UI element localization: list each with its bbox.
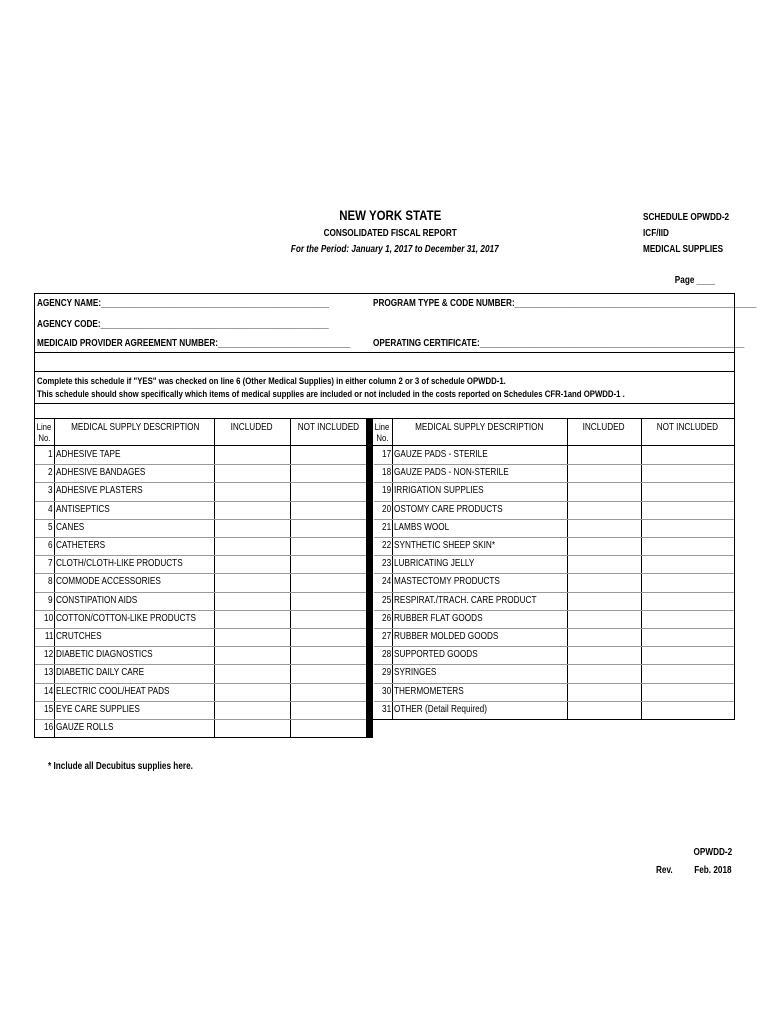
supply-description: RESPIRAT./TRACH. CARE PRODUCT	[394, 594, 537, 606]
footer-rev-date: Feb. 2018	[694, 865, 732, 876]
supply-description: COMMODE ACCESSORIES	[56, 576, 161, 588]
line-number: 9	[48, 594, 53, 606]
included-cell[interactable]	[568, 684, 640, 700]
included-cell[interactable]	[215, 629, 289, 645]
col-header-line-no: Line No.	[36, 422, 52, 444]
col-header-description: MEDICAL SUPPLY DESCRIPTION	[70, 422, 200, 433]
line-number: 3	[48, 485, 53, 497]
not-included-cell[interactable]	[642, 520, 733, 536]
included-cell[interactable]	[568, 556, 640, 572]
supply-description: CONSTIPATION AIDS	[56, 594, 138, 606]
line-number: 28	[381, 649, 391, 661]
col-header-description-right: MEDICAL SUPPLY DESCRIPTION	[415, 422, 544, 433]
not-included-cell[interactable]	[642, 538, 733, 554]
supply-description: SYNTHETIC SHEEP SKIN*	[394, 540, 496, 551]
line-number: 25	[381, 594, 391, 606]
not-included-cell[interactable]	[291, 556, 365, 572]
supply-description: THERMOMETERS	[394, 685, 464, 697]
schedule-title: MEDICAL SUPPLIES	[643, 244, 724, 255]
supply-description: ADHESIVE PLASTERS	[56, 485, 143, 497]
included-cell[interactable]	[568, 665, 640, 681]
not-included-cell[interactable]	[291, 684, 365, 700]
not-included-cell[interactable]	[291, 593, 365, 609]
supply-description: COTTON/COTTON-LIKE PRODUCTS	[56, 612, 197, 624]
line-number: 22	[381, 540, 391, 551]
not-included-cell[interactable]	[291, 665, 365, 681]
not-included-cell[interactable]	[642, 447, 733, 463]
line-number: 26	[381, 612, 391, 624]
not-included-cell[interactable]	[642, 647, 733, 663]
included-cell[interactable]	[568, 574, 640, 590]
supply-description: OTHER (Detail Required)	[394, 703, 487, 715]
included-cell[interactable]	[215, 538, 289, 554]
line-number: 6	[48, 540, 53, 551]
not-included-cell[interactable]	[291, 720, 365, 736]
supply-description: OSTOMY CARE PRODUCTS	[394, 503, 503, 515]
included-cell[interactable]	[568, 465, 640, 481]
col-header-included-right: INCLUDED	[583, 422, 625, 433]
line-number: 29	[381, 667, 391, 679]
footer-form-id: OPWDD-2	[693, 847, 732, 858]
not-included-cell[interactable]	[642, 629, 733, 645]
included-cell[interactable]	[215, 483, 289, 499]
line-number: 14	[43, 685, 53, 697]
not-included-cell[interactable]	[642, 465, 733, 481]
line-number: 19	[381, 485, 391, 497]
supply-description: GAUZE PADS - NON-STERILE	[394, 467, 509, 479]
included-cell[interactable]	[215, 611, 289, 627]
line-number: 11	[44, 631, 53, 642]
supply-description: DIABETIC DAILY CARE	[56, 667, 145, 679]
line-number: 13	[43, 667, 53, 679]
supply-description: SUPPORTED GOODS	[394, 649, 478, 661]
line-number: 15	[43, 703, 53, 715]
included-cell[interactable]	[568, 483, 640, 499]
line-number: 1	[48, 449, 53, 460]
line-number: 27	[381, 631, 391, 642]
not-included-cell[interactable]	[642, 593, 733, 609]
not-included-cell[interactable]	[642, 702, 733, 718]
instruction-line-1: Complete this schedule if "YES" was checked on line 6 (Other Medical Supplies) in either column 2 or 3 of schedule OPWDD-1.	[37, 376, 506, 387]
included-cell[interactable]	[215, 447, 289, 463]
included-cell[interactable]	[215, 647, 289, 663]
agency-code-field[interactable]: AGENCY CODE:__________________________________________________	[37, 319, 329, 330]
included-cell[interactable]	[215, 574, 289, 590]
supply-description: SYRINGES	[394, 667, 437, 679]
included-cell[interactable]	[568, 611, 640, 627]
supply-description: ANTISEPTICS	[56, 503, 110, 515]
line-number: 8	[48, 576, 53, 588]
included-cell[interactable]	[568, 647, 640, 663]
not-included-cell[interactable]	[642, 611, 733, 627]
supply-description: RUBBER MOLDED GOODS	[394, 631, 499, 642]
header-report: CONSOLIDATED FISCAL REPORT	[323, 228, 457, 239]
instruction-line-2: This schedule should show specifically which items of medical supplies are included or not included in the costs reported on Schedules CFR-1and OPWDD-1 .	[37, 389, 625, 400]
col-header-not-included-right: NOT INCLUDED	[656, 422, 719, 433]
col-header-not-included: NOT INCLUDED	[297, 422, 359, 433]
line-number: 30	[381, 685, 391, 697]
not-included-cell[interactable]	[291, 483, 365, 499]
included-cell[interactable]	[215, 702, 289, 718]
not-included-cell[interactable]	[291, 538, 365, 554]
supply-description: CATHETERS	[56, 540, 106, 551]
included-cell[interactable]	[568, 447, 640, 463]
line-number: 2	[48, 467, 53, 479]
not-included-cell[interactable]	[291, 647, 365, 663]
not-included-cell[interactable]	[291, 520, 365, 536]
footer-rev-label: Rev.	[656, 865, 673, 876]
not-included-cell[interactable]	[642, 556, 733, 572]
line-number: 16	[43, 722, 53, 733]
program-type-field[interactable]: PROGRAM TYPE & CODE NUMBER:_____________________________________________________	[373, 298, 757, 309]
included-cell[interactable]	[568, 629, 640, 645]
included-cell[interactable]	[215, 684, 289, 700]
not-included-cell[interactable]	[642, 483, 733, 499]
included-cell[interactable]	[215, 665, 289, 681]
line-number: 24	[381, 576, 391, 588]
line-number: 7	[48, 558, 53, 570]
supply-description: ELECTRIC COOL/HEAT PADS	[56, 685, 170, 697]
included-cell[interactable]	[215, 593, 289, 609]
not-included-cell[interactable]	[291, 574, 365, 590]
included-cell[interactable]	[215, 720, 289, 736]
not-included-cell[interactable]	[642, 665, 733, 681]
included-cell[interactable]	[568, 502, 640, 518]
supply-description: DIABETIC DIAGNOSTICS	[56, 649, 153, 661]
supply-description: IRRIGATION SUPPLIES	[394, 485, 484, 497]
line-number: 18	[381, 467, 391, 479]
supply-description: CANES	[56, 521, 85, 533]
supply-description: ADHESIVE TAPE	[56, 449, 121, 460]
line-number: 5	[48, 521, 53, 533]
not-included-cell[interactable]	[291, 611, 365, 627]
included-cell[interactable]	[215, 465, 289, 481]
operating-certificate-field[interactable]: OPERATING CERTIFICATE:__________________________________________________________	[373, 338, 745, 349]
not-included-cell[interactable]	[291, 629, 365, 645]
supply-description: GAUZE ROLLS	[56, 722, 114, 733]
medicaid-number-field[interactable]: MEDICAID PROVIDER AGREEMENT NUMBER:_____________________________	[37, 338, 351, 349]
not-included-cell[interactable]	[291, 502, 365, 518]
not-included-cell[interactable]	[291, 702, 365, 718]
line-number: 20	[381, 503, 391, 515]
not-included-cell[interactable]	[291, 447, 365, 463]
line-number: 17	[381, 449, 391, 460]
not-included-cell[interactable]	[291, 465, 365, 481]
not-included-cell[interactable]	[642, 684, 733, 700]
supply-description: MASTECTOMY PRODUCTS	[394, 576, 500, 588]
line-number: 12	[43, 649, 53, 661]
header-state: NEW YORK STATE	[338, 207, 442, 223]
included-cell[interactable]	[568, 702, 640, 718]
line-number: 21	[381, 521, 391, 533]
supply-description: CRUTCHES	[56, 631, 102, 642]
supply-description: CLOTH/CLOTH-LIKE PRODUCTS	[56, 558, 183, 570]
agency-name-field[interactable]: AGENCY NAME:__________________________________________________	[37, 298, 330, 309]
supply-description: RUBBER FLAT GOODS	[394, 612, 483, 624]
page-number: Page ____	[674, 275, 715, 286]
col-header-included: INCLUDED	[231, 422, 273, 433]
included-cell[interactable]	[568, 520, 640, 536]
supply-description: EYE CARE SUPPLIES	[56, 703, 140, 715]
included-cell[interactable]	[215, 502, 289, 518]
line-number: 4	[48, 503, 53, 515]
facility-type: ICF/IID	[643, 228, 669, 239]
supply-description: LAMBS WOOL	[394, 521, 450, 533]
header-period: For the Period: January 1, 2017 to December 31, 2017	[291, 244, 499, 255]
supply-description: ADHESIVE BANDAGES	[56, 467, 146, 479]
included-cell[interactable]	[568, 593, 640, 609]
supply-description: GAUZE PADS - STERILE	[394, 449, 488, 460]
schedule-id: SCHEDULE OPWDD-2	[643, 212, 730, 223]
supply-description: LUBRICATING JELLY	[394, 558, 475, 570]
line-number: 31	[381, 703, 391, 715]
line-number: 23	[381, 558, 391, 570]
footnote: * Include all Decubitus supplies here.	[48, 761, 193, 772]
not-included-cell[interactable]	[642, 502, 733, 518]
not-included-cell[interactable]	[642, 574, 733, 590]
included-cell[interactable]	[215, 556, 289, 572]
included-cell[interactable]	[215, 520, 289, 536]
included-cell[interactable]	[568, 538, 640, 554]
col-header-line-no-right: Line No.	[374, 422, 390, 444]
line-number: 10	[43, 612, 53, 624]
